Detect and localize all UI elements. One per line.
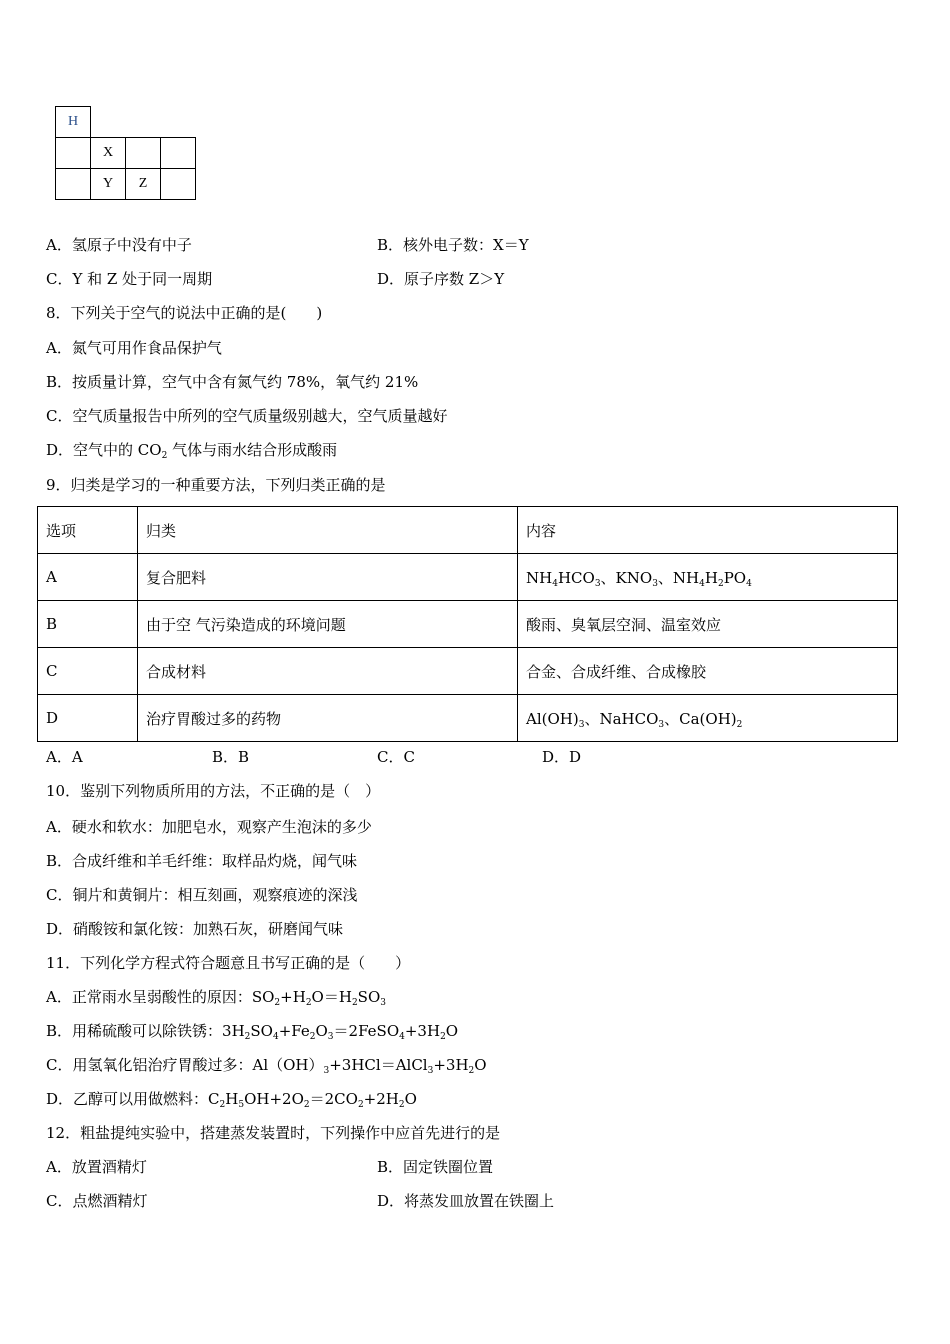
table-header-row — [38, 507, 898, 554]
row-category: 由于空 气污染造成的环境问题 — [138, 601, 518, 648]
row-content: 酸雨、臭氧层空洞、温室效应 — [518, 601, 898, 648]
row-content: $Al(OH)_3$、NaHCO$_3$、$Ca(OH)_2$ — [518, 695, 898, 742]
grid-cell-z: Z — [126, 169, 161, 200]
q7-option-b[interactable]: B．核外电子数：X＝Y — [377, 236, 529, 254]
grid-cell — [56, 138, 91, 169]
q7-option-d[interactable]: D．原子序数 Z＞Y — [377, 270, 505, 288]
q12-option-d[interactable]: D．将蒸发皿放置在铁圈上 — [377, 1192, 555, 1210]
q9-option-b[interactable]: B．B — [212, 748, 250, 766]
q11-option-c[interactable]: C．用氢氧化铝治疗胃酸过多：$Al(OH)_3+3HCl=AlCl_3+3H_2O$ — [46, 1056, 487, 1076]
q8-option-c[interactable]: C．空气质量报告中所列的空气质量级别越大，空气质量越好 — [46, 407, 448, 425]
grid-cell-h: H — [56, 107, 91, 138]
q11-option-d[interactable]: D．乙醇可以用做燃料：$C_2H_5OH+2O_2=2CO_2+2H_2O$ — [46, 1090, 417, 1110]
q7-option-c[interactable]: C．Y 和 Z 处于同一周期 — [46, 270, 213, 288]
row-option: B — [38, 601, 138, 648]
q12-option-b[interactable]: B．固定铁圈位置 — [377, 1158, 494, 1176]
q11-option-a[interactable]: A．正常雨水呈弱酸性的原因：$SO_2+H_2O=H_2SO_3$ — [46, 988, 386, 1008]
header-option: 选项 — [38, 507, 138, 554]
row-option: A — [38, 554, 138, 601]
grid-cell — [161, 138, 196, 169]
q9-option-d[interactable]: D．D — [542, 748, 582, 766]
q10-option-c[interactable]: C．铜片和黄铜片：相互刻画，观察痕迹的深浅 — [46, 886, 358, 904]
q9-stem: 9．归类是学习的一种重要方法，下列归类正确的是 — [46, 476, 386, 494]
q8-option-a[interactable]: A．氮气可用作食品保护气 — [46, 339, 222, 357]
row-category: 治疗胃酸过多的药物 — [138, 695, 518, 742]
q9-option-c[interactable]: C．C — [377, 748, 415, 766]
grid-cell-x: X — [91, 138, 126, 169]
q8-option-d[interactable]: D．空气中的 $CO_2$ 气体与雨水结合形成酸雨 — [46, 441, 338, 461]
grid-cell — [126, 138, 161, 169]
table-row — [38, 554, 898, 601]
header-content: 内容 — [518, 507, 898, 554]
row-option: D — [38, 695, 138, 742]
q11-option-b[interactable]: B．用稀硫酸可以除铁锈：$3H_2SO_4+Fe_2O_3=2FeSO_4+3H_2O$ — [46, 1022, 459, 1042]
table-row — [38, 648, 898, 695]
row-option: C — [38, 648, 138, 695]
table-row — [38, 601, 898, 648]
q11-stem: 11．下列化学方程式符合题意且书写正确的是（ ） — [46, 954, 411, 972]
periodic-table-grid — [55, 106, 196, 200]
q7-option-a[interactable]: A．氢原子中没有中子 — [46, 236, 192, 254]
header-category: 归类 — [138, 507, 518, 554]
q12-stem: 12．粗盐提纯实验中，搭建蒸发装置时，下列操作中应首先进行的是 — [46, 1124, 501, 1142]
row-content: $NH_4HCO_3$、$KNO_3$、$NH_4H_2PO_4$ — [518, 554, 898, 601]
q10-option-b[interactable]: B．合成纤维和羊毛纤维：取样品灼烧，闻气味 — [46, 852, 358, 870]
row-category: 合成材料 — [138, 648, 518, 695]
q8-stem: 8．下列关于空气的说法中正确的是( ) — [46, 304, 323, 322]
grid-cell — [56, 169, 91, 200]
row-category: 复合肥料 — [138, 554, 518, 601]
q10-option-d[interactable]: D．硝酸铵和氯化铵：加熟石灰，研磨闻气味 — [46, 920, 344, 938]
q12-option-a[interactable]: A．放置酒精灯 — [46, 1158, 147, 1176]
q12-option-c[interactable]: C．点燃酒精灯 — [46, 1192, 148, 1210]
q10-option-a[interactable]: A．硬水和软水：加肥皂水，观察产生泡沫的多少 — [46, 818, 372, 836]
classification-table — [37, 506, 898, 742]
q8-option-b[interactable]: B．按质量计算，空气中含有氮气约 78%，氧气约 21% — [46, 373, 419, 391]
table-row — [38, 695, 898, 742]
grid-cell-y: Y — [91, 169, 126, 200]
grid-cell — [161, 169, 196, 200]
q9-option-a[interactable]: A．A — [46, 748, 83, 766]
q10-stem: 10．鉴别下列物质所用的方法，不正确的是（ ） — [46, 782, 381, 800]
row-content: 合金、合成纤维、合成橡胶 — [518, 648, 898, 695]
